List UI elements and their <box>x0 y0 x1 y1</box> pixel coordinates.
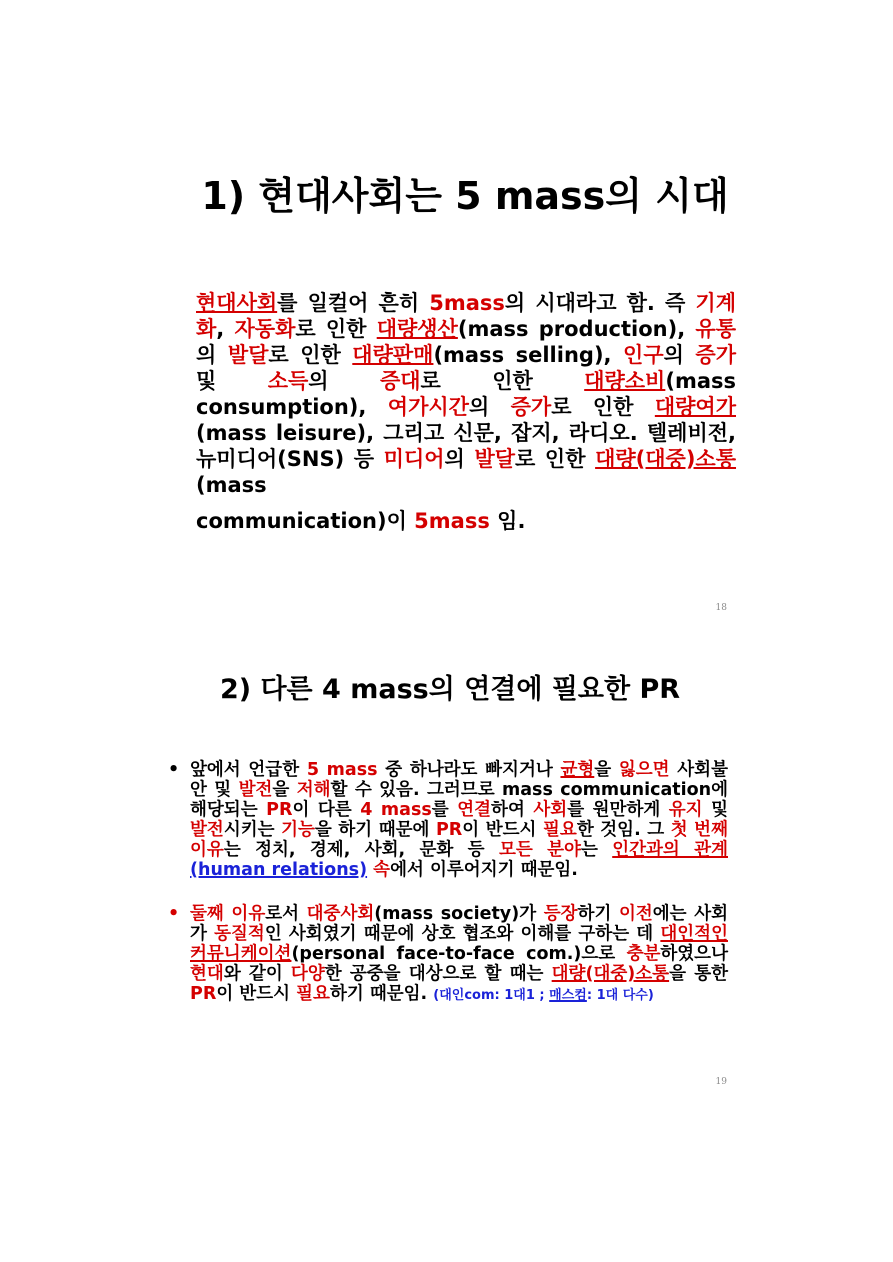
slide-body-text <box>196 290 736 534</box>
text-run: 한 것임. 그 <box>576 820 671 840</box>
emphasis-text: : 1대 다수) <box>586 988 654 1003</box>
emphasis-text: 여가시간 <box>387 395 469 419</box>
text-run: 로 인한 <box>268 343 353 367</box>
text-run: 하기 <box>577 904 619 924</box>
text-run: , <box>216 317 235 341</box>
text-run: 앞에서 언급한 <box>190 760 307 780</box>
emphasis-text: 대량생산 <box>376 317 458 341</box>
emphasis-text: 대량여가 <box>654 395 736 419</box>
emphasis-text: 5mass <box>414 509 490 533</box>
emphasis-text: 동질적 <box>214 924 265 944</box>
emphasis-text: 4 mass <box>360 800 432 820</box>
slide-18 <box>0 0 893 620</box>
emphasis-text: 속 <box>373 860 391 880</box>
emphasis-text: 연결 <box>457 800 492 820</box>
text-run: 이 반드시 <box>216 984 297 1004</box>
text-run: 을 <box>272 780 297 800</box>
text-run: 를 일컬어 흔히 <box>277 291 430 315</box>
emphasis-text: 모든 분야 <box>498 840 581 860</box>
text-run: 에는 사회가 <box>190 904 729 944</box>
bullet-icon: • <box>168 760 180 780</box>
emphasis-text: 저해 <box>296 780 331 800</box>
emphasis-text: 발전 <box>238 780 273 800</box>
emphasis-text: 증가 <box>510 395 552 419</box>
text-run: 사회불안 및 <box>190 760 728 800</box>
bullet-text <box>190 904 728 1004</box>
emphasis-text: 대량판매 <box>352 343 434 367</box>
text-run: communication)이 <box>196 509 415 533</box>
body-paragraph-end <box>196 508 736 534</box>
text-run: 로 인한 <box>515 447 596 471</box>
emphasis-text: 5 mass <box>306 760 378 780</box>
bullet-list <box>168 760 728 1006</box>
emphasis-text: 현대 <box>190 964 224 984</box>
text-run: 를 <box>431 800 458 820</box>
text-run: 중 하나라도 빠지거나 <box>377 760 561 780</box>
emphasis-text: 기계화 <box>196 291 736 341</box>
body-paragraph <box>196 291 736 497</box>
text-run: 로 인한 <box>551 395 655 419</box>
text-run: 의 시대라고 함. 즉 <box>504 291 696 315</box>
emphasis-text: 대량소비 <box>584 369 666 393</box>
text-run: 임. <box>489 509 526 533</box>
emphasis-text: 다양 <box>290 964 325 984</box>
emphasis-text: 발전 <box>190 820 224 840</box>
emphasis-text: 유통 <box>695 317 736 341</box>
text-run: (mass society)가 <box>374 904 544 924</box>
emphasis-text: 자동화 <box>234 317 296 341</box>
emphasis-text: 등장 <box>543 904 578 924</box>
slide-title: 1) 현대사회는 5 mass의 시대 <box>201 174 729 218</box>
emphasis-text: PR <box>266 800 293 820</box>
text-run: (mass production), <box>457 317 696 341</box>
page-number: 18 <box>715 603 727 613</box>
slide-title: 2) 다른 4 mass의 연결에 필요한 PR <box>219 674 681 705</box>
bullet-item <box>168 904 728 1006</box>
emphasis-text: 발달 <box>227 343 269 367</box>
emphasis-text: 필요 <box>543 820 577 840</box>
text-run: 의 <box>663 343 696 367</box>
text-run: 의 <box>444 447 475 471</box>
emphasis-text: 매스컴 <box>549 988 587 1003</box>
emphasis-text: 대량(대중)소통 <box>551 964 670 984</box>
emphasis-text: 둘째 이유 <box>190 904 266 924</box>
bullet-item <box>168 760 728 880</box>
text-run: 및 <box>702 800 729 820</box>
text-run: 는 <box>580 840 613 860</box>
emphasis-text: 유지 <box>668 800 703 820</box>
text-run: (mass selling), <box>433 343 624 367</box>
emphasis-text: 증가 <box>695 343 736 367</box>
text-run: 를 원만하게 <box>567 800 669 820</box>
emphasis-text: 소득 <box>267 369 309 393</box>
emphasis-text: (대인com: 1대1 ; <box>433 988 550 1003</box>
emphasis-text: 발달 <box>474 447 516 471</box>
text-run: 이 반드시 <box>462 820 543 840</box>
emphasis-text: 대량(대중)소통 <box>595 447 737 471</box>
emphasis-text: 현대사회 <box>196 291 278 315</box>
emphasis-text: (human relations) <box>190 860 368 880</box>
text-run: 와 같이 <box>223 964 291 984</box>
emphasis-text: 잃으면 <box>618 760 670 780</box>
text-run: 한 공중을 대상으로 할 때는 <box>324 964 552 984</box>
text-run: 을 통한 <box>669 964 729 984</box>
text-run: 하여 <box>491 800 534 820</box>
slide-19 <box>0 620 893 1100</box>
emphasis-text: 기능 <box>281 820 315 840</box>
text-run: 로 인한 <box>420 369 585 393</box>
text-run: 하기 때문임. <box>329 984 434 1004</box>
emphasis-text: 대중사회 <box>306 904 375 924</box>
emphasis-text: 균형 <box>560 760 595 780</box>
emphasis-text: 첫 번째 이유 <box>190 820 728 860</box>
emphasis-text: 충분 <box>626 944 661 964</box>
text-run: 할 수 있음. 그러므로 mass communication에 해당되는 <box>190 780 729 820</box>
text-run: 의 <box>196 343 228 367</box>
text-run: 로 인한 <box>295 317 377 341</box>
text-run: 에서 이루어지기 때문임. <box>390 860 578 880</box>
text-run: 및 <box>196 369 268 393</box>
text-run: 을 하기 때문에 <box>314 820 436 840</box>
emphasis-text: 대인적인 커뮤니케이션 <box>190 924 728 964</box>
emphasis-text: 인구 <box>623 343 664 367</box>
emphasis-text: 5mass <box>429 291 505 315</box>
text-run: 인 사회였기 때문에 상호 협조와 이해를 구하는 데 <box>264 924 661 944</box>
text-run: (personal face-to-face com.)으로 <box>291 944 627 964</box>
bullet-text <box>190 760 728 880</box>
text-run: (mass <box>196 473 267 497</box>
emphasis-text: 인간과의 관계 <box>612 840 728 860</box>
text-run: (mass leisure), 그리고 신문, 잡지, 라디오. 텔레비전, 뉴미디어(SNS) 등 <box>196 421 736 471</box>
text-run: 의 <box>468 395 511 419</box>
text-run: (mass consumption), <box>196 369 736 419</box>
emphasis-text: PR <box>190 984 217 1004</box>
emphasis-text: PR <box>435 820 463 840</box>
text-run: 의 <box>308 369 380 393</box>
text-run: 는 정치, 경제, 사회, 문화 등 <box>223 840 499 860</box>
emphasis-text: 증대 <box>379 369 421 393</box>
text-run: 하였으나 <box>660 944 728 964</box>
emphasis-text: 미디어 <box>383 447 445 471</box>
emphasis-text: 이전 <box>618 904 653 924</box>
bullet-icon: • <box>168 904 180 924</box>
text-run: 시키는 <box>223 820 282 840</box>
emphasis-text: 필요 <box>296 984 330 1004</box>
emphasis-text: 사회 <box>533 800 568 820</box>
text-run: 이 다른 <box>292 800 361 820</box>
text-run: 을 <box>594 760 619 780</box>
text-run: 로서 <box>265 904 307 924</box>
page-number: 19 <box>715 1077 727 1087</box>
